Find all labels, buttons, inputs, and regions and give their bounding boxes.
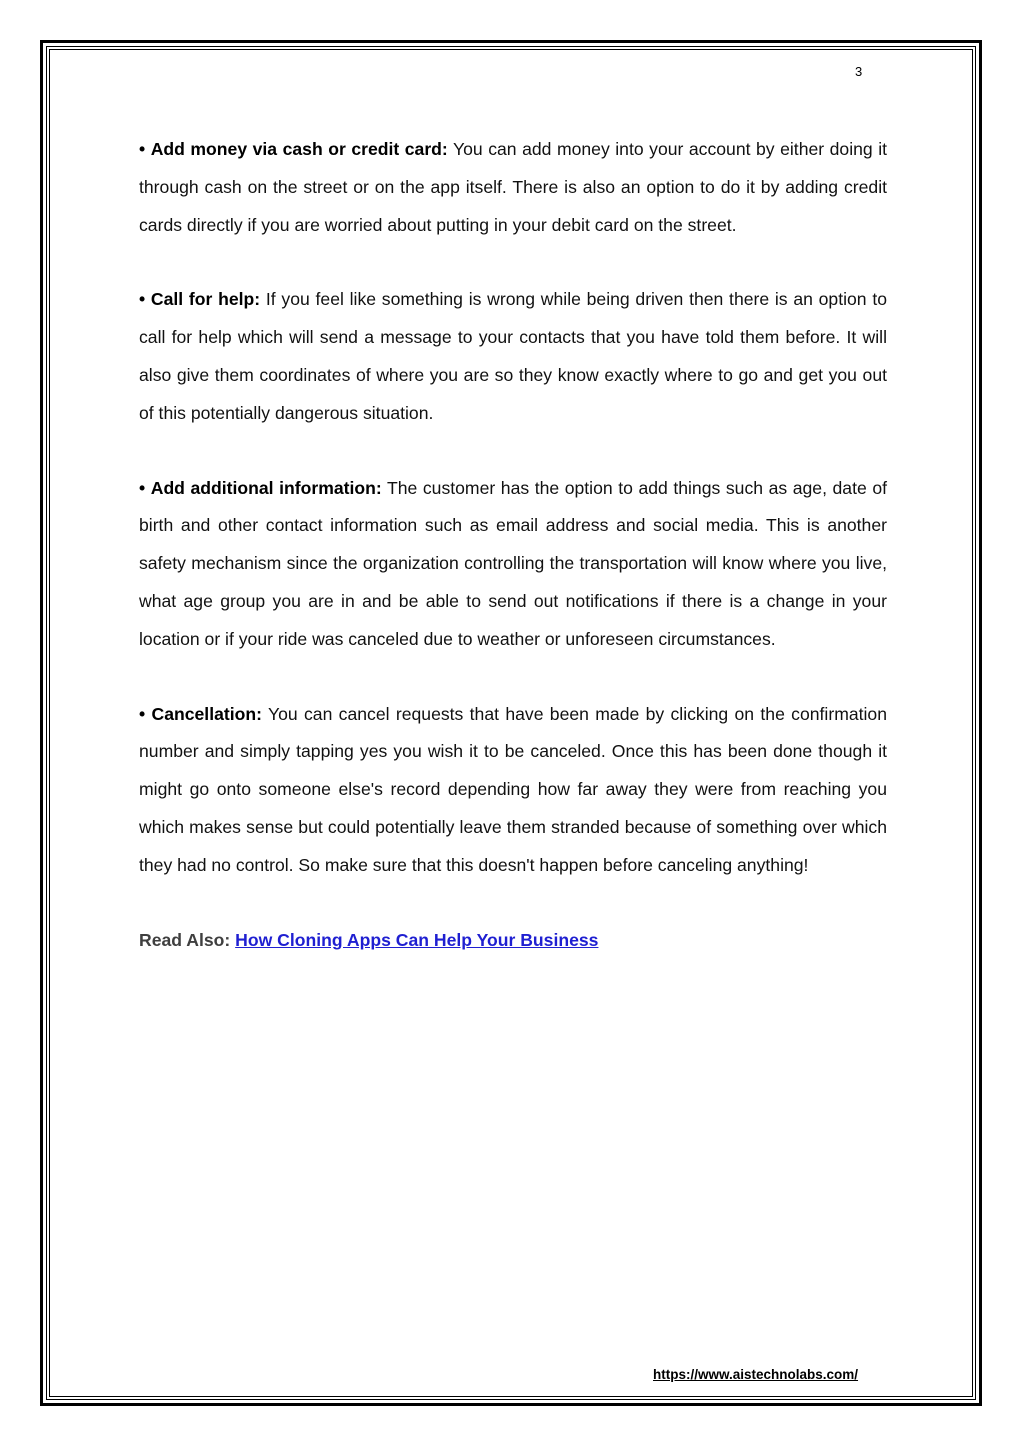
section-heading: Add money via cash or credit card: [150, 139, 448, 159]
read-also-label: Read Also: [139, 929, 231, 950]
section-heading: Add additional information: [150, 477, 382, 498]
section-text: You can cancel requests that have been made by clicking on the confirmation number and simply tapping yes you wish it to be canceled. Once this has been done though it might go onto someone else's record depending how far away they were from reaching you which makes sense but could potentially leave them stranded because of something over which they had no control. So make sure that this doesn't happen before canceling anything! [139, 703, 888, 875]
section-call-for-help [139, 281, 887, 432]
footer-website-link[interactable]: https://www.aistechnolabs.com/ [653, 1367, 859, 1382]
read-also-link[interactable]: How Cloning Apps Can Help Your Business [235, 929, 599, 950]
section-additional-information [139, 470, 887, 659]
page-number: 3 [855, 64, 863, 79]
section-heading: Cancellation: [151, 703, 262, 724]
section-text: You can add money into your account by either doing it through cash on the street or on the app itself. There is also an option to do it by adding credit cards directly if you are worried about putting in your debit card on the street. [139, 139, 887, 235]
section-add-money [139, 131, 887, 244]
read-also [139, 922, 887, 960]
section-bullet: • [139, 477, 146, 498]
section-text: If you feel like something is wrong while being driven then there is an option to call for help which will send a message to your contacts that you have told them before. It will also give them coordinates of where you are so they know exactly where to go and get you out of this potentially dangerous situation. [139, 289, 888, 423]
section-bullet: • [139, 289, 146, 310]
section-heading: Call for help: [150, 289, 261, 310]
section-text: The customer has the option to add things such as age, date of birth and other contact information such as email address and social media. This is another safety mechanism since the organization controlling the transportation will know where you live, what age group you are in and be able to send out notifications if there is a change in your location or if your ride was canceled due to weather or unforeseen circumstances. [139, 477, 887, 649]
section-bullet: • [139, 703, 146, 724]
section-bullet: • [139, 139, 146, 159]
section-cancellation [139, 696, 887, 885]
document-body [139, 131, 887, 959]
